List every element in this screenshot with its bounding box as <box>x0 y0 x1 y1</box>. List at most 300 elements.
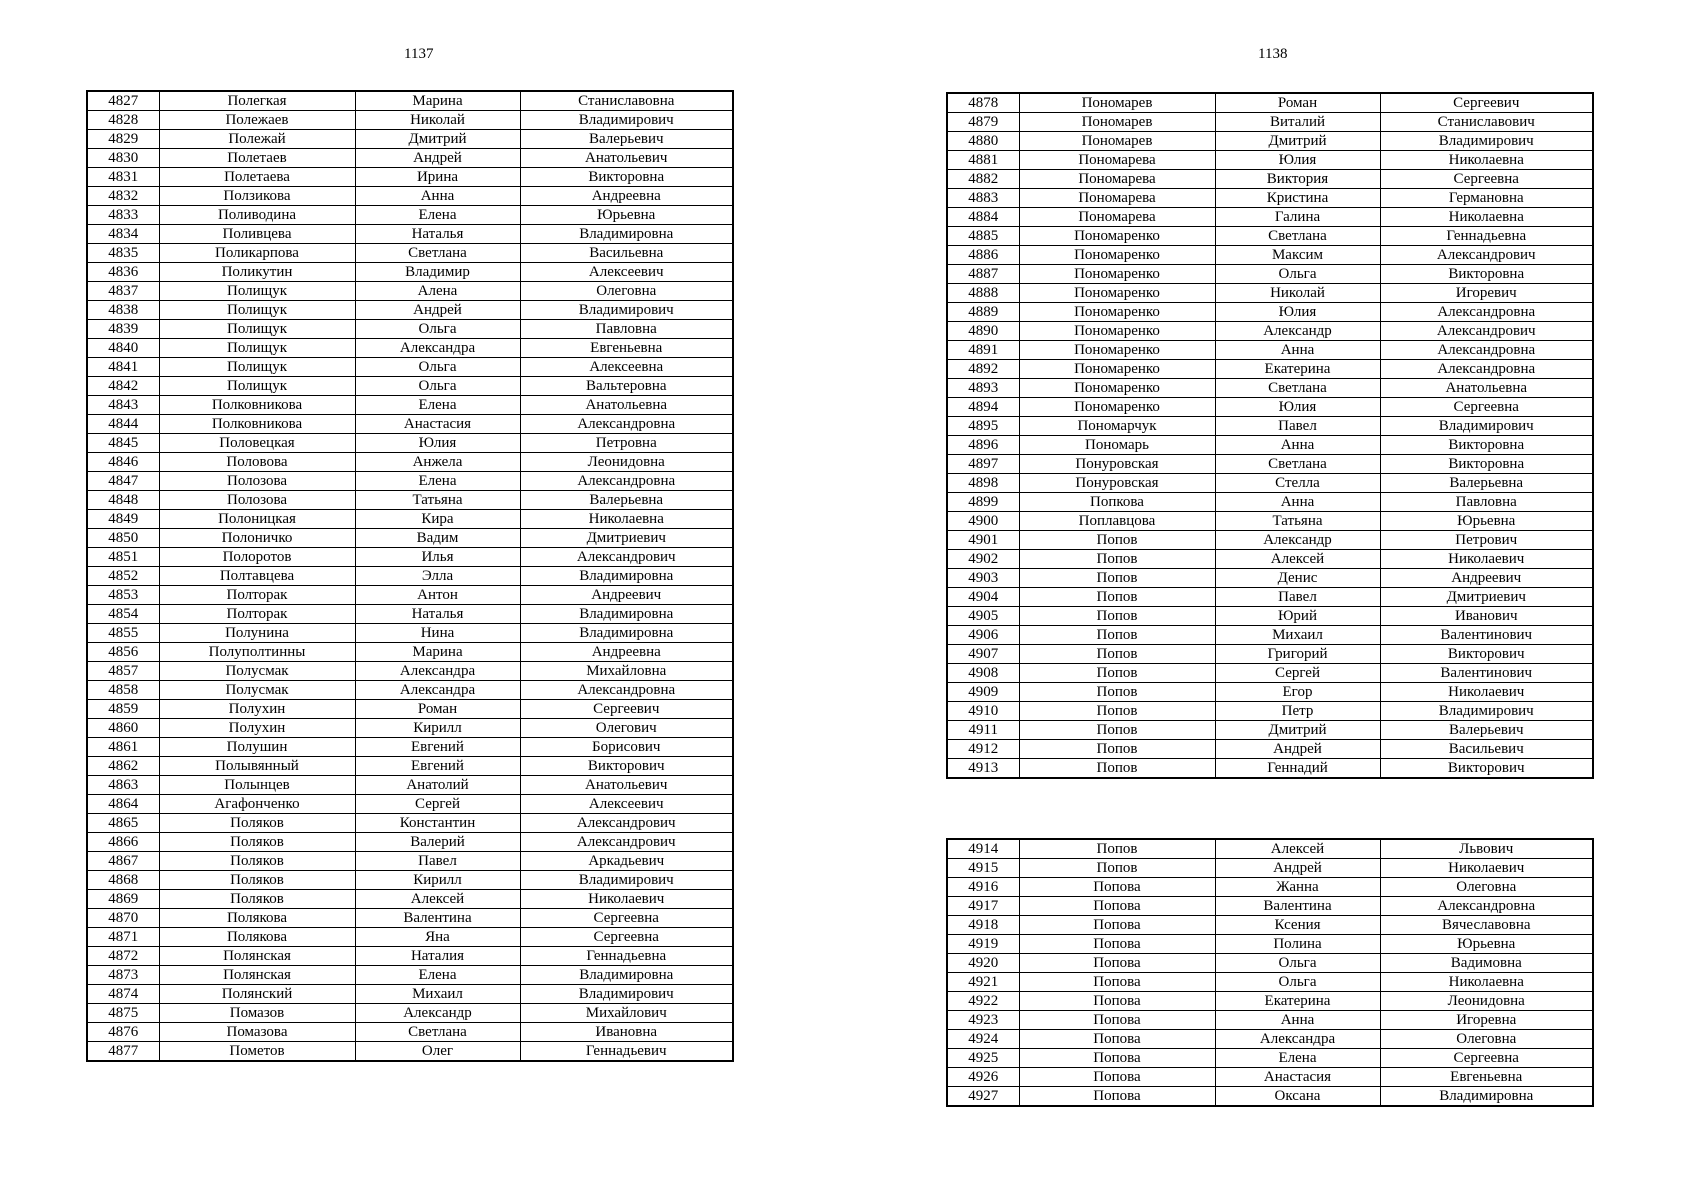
table-row <box>947 954 1593 973</box>
table-row <box>947 935 1593 954</box>
surname-cell: Попова <box>1019 1068 1215 1087</box>
surname-cell: Полякова <box>159 909 355 928</box>
record-number-cell: 4900 <box>947 512 1019 531</box>
first-name-cell: Дмитрий <box>1215 721 1380 740</box>
surname-cell: Попова <box>1019 992 1215 1011</box>
patronymic-cell: Владимировна <box>1380 1087 1593 1107</box>
surname-cell: Агафонченко <box>159 795 355 814</box>
record-number-cell: 4857 <box>87 662 159 681</box>
surname-cell: Попова <box>1019 1049 1215 1068</box>
surname-cell: Половова <box>159 453 355 472</box>
page-number-right: 1138 <box>1258 46 1288 62</box>
surname-cell: Пометов <box>159 1042 355 1062</box>
record-number-cell: 4875 <box>87 1004 159 1023</box>
first-name-cell: Александр <box>1215 322 1380 341</box>
surname-cell: Поликарпова <box>159 244 355 263</box>
first-name-cell: Николай <box>355 111 520 130</box>
patronymic-cell: Валентинович <box>1380 626 1593 645</box>
patronymic-cell: Викторовна <box>1380 455 1593 474</box>
table-row <box>947 379 1593 398</box>
table-row <box>947 992 1593 1011</box>
table-row <box>87 111 733 130</box>
surname-cell: Поплавцова <box>1019 512 1215 531</box>
table-row <box>87 567 733 586</box>
patronymic-cell: Геннадьевна <box>520 947 733 966</box>
first-name-cell: Валерий <box>355 833 520 852</box>
registry-table-left <box>86 90 734 1062</box>
record-number-cell: 4907 <box>947 645 1019 664</box>
record-number-cell: 4864 <box>87 795 159 814</box>
first-name-cell: Дмитрий <box>1215 132 1380 151</box>
patronymic-cell: Вячеславовна <box>1380 916 1593 935</box>
table-row <box>947 436 1593 455</box>
table-row <box>947 664 1593 683</box>
table-row <box>947 113 1593 132</box>
table-row <box>947 151 1593 170</box>
table-row <box>947 474 1593 493</box>
surname-cell: Пономарев <box>1019 93 1215 113</box>
surname-cell: Помазова <box>159 1023 355 1042</box>
surname-cell: Попова <box>1019 973 1215 992</box>
surname-cell: Попов <box>1019 839 1215 859</box>
patronymic-cell: Юрьевна <box>520 206 733 225</box>
record-number-cell: 4926 <box>947 1068 1019 1087</box>
patronymic-cell: Викторовна <box>1380 436 1593 455</box>
record-number-cell: 4850 <box>87 529 159 548</box>
patronymic-cell: Юрьевна <box>1380 512 1593 531</box>
record-number-cell: 4836 <box>87 263 159 282</box>
patronymic-cell: Анатольевна <box>1380 379 1593 398</box>
table-row <box>947 1087 1593 1107</box>
table-row <box>87 130 733 149</box>
record-number-cell: 4849 <box>87 510 159 529</box>
surname-cell: Полковникова <box>159 415 355 434</box>
surname-cell: Пономаренко <box>1019 379 1215 398</box>
first-name-cell: Егор <box>1215 683 1380 702</box>
surname-cell: Полищук <box>159 282 355 301</box>
first-name-cell: Михаил <box>355 985 520 1004</box>
table-row <box>87 339 733 358</box>
record-number-cell: 4927 <box>947 1087 1019 1107</box>
record-number-cell: 4828 <box>87 111 159 130</box>
first-name-cell: Александра <box>1215 1030 1380 1049</box>
first-name-cell: Ольга <box>1215 954 1380 973</box>
first-name-cell: Максим <box>1215 246 1380 265</box>
surname-cell: Пономарев <box>1019 132 1215 151</box>
patronymic-cell: Германовна <box>1380 189 1593 208</box>
record-number-cell: 4910 <box>947 702 1019 721</box>
first-name-cell: Ирина <box>355 168 520 187</box>
patronymic-cell: Валерьевна <box>1380 474 1593 493</box>
surname-cell: Полковникова <box>159 396 355 415</box>
first-name-cell: Андрей <box>355 301 520 320</box>
record-number-cell: 4920 <box>947 954 1019 973</box>
first-name-cell: Оксана <box>1215 1087 1380 1107</box>
table-row <box>87 1023 733 1042</box>
first-name-cell: Григорий <box>1215 645 1380 664</box>
surname-cell: Попова <box>1019 916 1215 935</box>
record-number-cell: 4891 <box>947 341 1019 360</box>
patronymic-cell: Сергеевна <box>520 928 733 947</box>
table-row <box>947 859 1593 878</box>
patronymic-cell: Алексеевна <box>520 358 733 377</box>
table-row <box>87 301 733 320</box>
table-row <box>87 909 733 928</box>
first-name-cell: Денис <box>1215 569 1380 588</box>
first-name-cell: Геннадий <box>1215 759 1380 779</box>
table-row <box>947 170 1593 189</box>
record-number-cell: 4830 <box>87 149 159 168</box>
first-name-cell: Юлия <box>1215 303 1380 322</box>
first-name-cell: Анна <box>1215 1011 1380 1030</box>
patronymic-cell: Львович <box>1380 839 1593 859</box>
table-row <box>87 795 733 814</box>
table-row <box>947 265 1593 284</box>
record-number-cell: 4871 <box>87 928 159 947</box>
patronymic-cell: Борисович <box>520 738 733 757</box>
patronymic-cell: Дмитриевич <box>520 529 733 548</box>
record-number-cell: 4925 <box>947 1049 1019 1068</box>
record-number-cell: 4851 <box>87 548 159 567</box>
surname-cell: Половецкая <box>159 434 355 453</box>
table-row <box>87 149 733 168</box>
table-row <box>87 814 733 833</box>
patronymic-cell: Николаевич <box>520 890 733 909</box>
table-row <box>87 776 733 795</box>
record-number-cell: 4858 <box>87 681 159 700</box>
patronymic-cell: Александровна <box>1380 360 1593 379</box>
first-name-cell: Вадим <box>355 529 520 548</box>
patronymic-cell: Владимировна <box>520 966 733 985</box>
record-number-cell: 4890 <box>947 322 1019 341</box>
first-name-cell: Елена <box>1215 1049 1380 1068</box>
first-name-cell: Андрей <box>1215 859 1380 878</box>
first-name-cell: Андрей <box>1215 740 1380 759</box>
table-row <box>947 512 1593 531</box>
surname-cell: Попова <box>1019 954 1215 973</box>
surname-cell: Пономарева <box>1019 208 1215 227</box>
record-number-cell: 4901 <box>947 531 1019 550</box>
table-row <box>947 208 1593 227</box>
record-number-cell: 4829 <box>87 130 159 149</box>
surname-cell: Ползикова <box>159 187 355 206</box>
first-name-cell: Галина <box>1215 208 1380 227</box>
table-row <box>947 1011 1593 1030</box>
surname-cell: Полусмак <box>159 662 355 681</box>
registry-table-right-lower <box>946 838 1594 1107</box>
table-row <box>87 605 733 624</box>
table-row <box>87 396 733 415</box>
record-number-cell: 4883 <box>947 189 1019 208</box>
surname-cell: Попов <box>1019 645 1215 664</box>
record-number-cell: 4831 <box>87 168 159 187</box>
patronymic-cell: Геннадьевна <box>1380 227 1593 246</box>
table-row <box>87 168 733 187</box>
table-row <box>87 358 733 377</box>
first-name-cell: Анастасия <box>355 415 520 434</box>
record-number-cell: 4885 <box>947 227 1019 246</box>
surname-cell: Пономаренко <box>1019 303 1215 322</box>
surname-cell: Пономарева <box>1019 151 1215 170</box>
record-number-cell: 4905 <box>947 607 1019 626</box>
record-number-cell: 4906 <box>947 626 1019 645</box>
first-name-cell: Сергей <box>1215 664 1380 683</box>
patronymic-cell: Петровна <box>520 434 733 453</box>
table-row <box>947 721 1593 740</box>
surname-cell: Попова <box>1019 897 1215 916</box>
table-row <box>947 455 1593 474</box>
surname-cell: Пономарев <box>1019 113 1215 132</box>
surname-cell: Пономарева <box>1019 170 1215 189</box>
first-name-cell: Владимир <box>355 263 520 282</box>
patronymic-cell: Сергеевна <box>1380 1049 1593 1068</box>
surname-cell: Полозова <box>159 472 355 491</box>
record-number-cell: 4868 <box>87 871 159 890</box>
surname-cell: Поляков <box>159 852 355 871</box>
first-name-cell: Анна <box>1215 493 1380 512</box>
patronymic-cell: Николаевна <box>520 510 733 529</box>
table-row <box>87 871 733 890</box>
record-number-cell: 4854 <box>87 605 159 624</box>
surname-cell: Пономаренко <box>1019 265 1215 284</box>
first-name-cell: Светлана <box>1215 455 1380 474</box>
record-number-cell: 4852 <box>87 567 159 586</box>
patronymic-cell: Сергеевна <box>1380 398 1593 417</box>
patronymic-cell: Викторовна <box>520 168 733 187</box>
patronymic-cell: Павловна <box>1380 493 1593 512</box>
table-row <box>87 833 733 852</box>
patronymic-cell: Аркадьевич <box>520 852 733 871</box>
patronymic-cell: Олеговна <box>1380 1030 1593 1049</box>
table-row <box>87 510 733 529</box>
first-name-cell: Алена <box>355 282 520 301</box>
surname-cell: Полищук <box>159 339 355 358</box>
patronymic-cell: Анатольевич <box>520 776 733 795</box>
record-number-cell: 4833 <box>87 206 159 225</box>
patronymic-cell: Владимирович <box>1380 417 1593 436</box>
patronymic-cell: Евгеньевна <box>520 339 733 358</box>
patronymic-cell: Васильевна <box>520 244 733 263</box>
table-row <box>947 588 1593 607</box>
patronymic-cell: Анатольевна <box>520 396 733 415</box>
surname-cell: Полищук <box>159 358 355 377</box>
surname-cell: Попов <box>1019 607 1215 626</box>
record-number-cell: 4832 <box>87 187 159 206</box>
table-row <box>947 493 1593 512</box>
table-row <box>87 434 733 453</box>
record-number-cell: 4917 <box>947 897 1019 916</box>
patronymic-cell: Станиславовна <box>520 91 733 111</box>
record-number-cell: 4914 <box>947 839 1019 859</box>
surname-cell: Полозова <box>159 491 355 510</box>
record-number-cell: 4867 <box>87 852 159 871</box>
surname-cell: Пономарчук <box>1019 417 1215 436</box>
page-number-left: 1137 <box>404 46 434 62</box>
surname-cell: Полунина <box>159 624 355 643</box>
first-name-cell: Павел <box>355 852 520 871</box>
table-row <box>947 417 1593 436</box>
table-row <box>947 973 1593 992</box>
first-name-cell: Наталья <box>355 605 520 624</box>
surname-cell: Пономаренко <box>1019 341 1215 360</box>
first-name-cell: Ксения <box>1215 916 1380 935</box>
table-row <box>947 303 1593 322</box>
table-row <box>947 360 1593 379</box>
record-number-cell: 4888 <box>947 284 1019 303</box>
patronymic-cell: Владимировна <box>520 567 733 586</box>
surname-cell: Попов <box>1019 721 1215 740</box>
table-row <box>87 947 733 966</box>
patronymic-cell: Леонидовна <box>520 453 733 472</box>
table-row <box>87 928 733 947</box>
first-name-cell: Александра <box>355 681 520 700</box>
patronymic-cell: Игоревна <box>1380 1011 1593 1030</box>
first-name-cell: Наталья <box>355 225 520 244</box>
patronymic-cell: Владимирович <box>1380 132 1593 151</box>
table-row <box>947 227 1593 246</box>
surname-cell: Попов <box>1019 626 1215 645</box>
surname-cell: Попов <box>1019 740 1215 759</box>
record-number-cell: 4904 <box>947 588 1019 607</box>
record-number-cell: 4855 <box>87 624 159 643</box>
record-number-cell: 4846 <box>87 453 159 472</box>
patronymic-cell: Валентинович <box>1380 664 1593 683</box>
patronymic-cell: Сергеевна <box>1380 170 1593 189</box>
first-name-cell: Анна <box>1215 341 1380 360</box>
record-number-cell: 4881 <box>947 151 1019 170</box>
record-number-cell: 4877 <box>87 1042 159 1062</box>
first-name-cell: Виталий <box>1215 113 1380 132</box>
patronymic-cell: Александровна <box>1380 897 1593 916</box>
record-number-cell: 4923 <box>947 1011 1019 1030</box>
patronymic-cell: Николаевна <box>1380 208 1593 227</box>
patronymic-cell: Николаевна <box>1380 151 1593 170</box>
table-row <box>87 586 733 605</box>
patronymic-cell: Владимировна <box>520 605 733 624</box>
record-number-cell: 4843 <box>87 396 159 415</box>
first-name-cell: Яна <box>355 928 520 947</box>
record-number-cell: 4919 <box>947 935 1019 954</box>
record-number-cell: 4913 <box>947 759 1019 779</box>
surname-cell: Полухин <box>159 700 355 719</box>
surname-cell: Попов <box>1019 664 1215 683</box>
patronymic-cell: Владимирович <box>520 871 733 890</box>
table-row <box>87 472 733 491</box>
surname-cell: Поляков <box>159 890 355 909</box>
surname-cell: Полторак <box>159 586 355 605</box>
record-number-cell: 4918 <box>947 916 1019 935</box>
first-name-cell: Павел <box>1215 588 1380 607</box>
record-number-cell: 4841 <box>87 358 159 377</box>
first-name-cell: Марина <box>355 91 520 111</box>
table-row <box>947 398 1593 417</box>
record-number-cell: 4873 <box>87 966 159 985</box>
table-row <box>947 897 1593 916</box>
first-name-cell: Светлана <box>355 1023 520 1042</box>
record-number-cell: 4861 <box>87 738 159 757</box>
first-name-cell: Анна <box>355 187 520 206</box>
patronymic-cell: Николаевич <box>1380 550 1593 569</box>
patronymic-cell: Анатольевич <box>520 149 733 168</box>
first-name-cell: Константин <box>355 814 520 833</box>
first-name-cell: Андрей <box>355 149 520 168</box>
table-row <box>947 645 1593 664</box>
first-name-cell: Илья <box>355 548 520 567</box>
record-number-cell: 4879 <box>947 113 1019 132</box>
surname-cell: Полякова <box>159 928 355 947</box>
patronymic-cell: Владимировна <box>520 624 733 643</box>
table-row <box>947 93 1593 113</box>
record-number-cell: 4908 <box>947 664 1019 683</box>
record-number-cell: 4911 <box>947 721 1019 740</box>
record-number-cell: 4882 <box>947 170 1019 189</box>
surname-cell: Попова <box>1019 935 1215 954</box>
patronymic-cell: Ивановна <box>520 1023 733 1042</box>
surname-cell: Поляков <box>159 814 355 833</box>
surname-cell: Понуровская <box>1019 474 1215 493</box>
patronymic-cell: Александрович <box>1380 246 1593 265</box>
patronymic-cell: Иванович <box>1380 607 1593 626</box>
first-name-cell: Ольга <box>355 377 520 396</box>
patronymic-cell: Валерьевич <box>520 130 733 149</box>
patronymic-cell: Евгеньевна <box>1380 1068 1593 1087</box>
patronymic-cell: Александрович <box>520 833 733 852</box>
surname-cell: Полусмак <box>159 681 355 700</box>
surname-cell: Попов <box>1019 702 1215 721</box>
patronymic-cell: Алексеевич <box>520 795 733 814</box>
first-name-cell: Елена <box>355 472 520 491</box>
first-name-cell: Юлия <box>1215 151 1380 170</box>
first-name-cell: Александра <box>355 662 520 681</box>
record-number-cell: 4862 <box>87 757 159 776</box>
table-row <box>87 738 733 757</box>
record-number-cell: 4897 <box>947 455 1019 474</box>
record-number-cell: 4848 <box>87 491 159 510</box>
first-name-cell: Евгений <box>355 738 520 757</box>
surname-cell: Поликутин <box>159 263 355 282</box>
first-name-cell: Михаил <box>1215 626 1380 645</box>
patronymic-cell: Леонидовна <box>1380 992 1593 1011</box>
record-number-cell: 4924 <box>947 1030 1019 1049</box>
table-row <box>87 852 733 871</box>
first-name-cell: Алексей <box>355 890 520 909</box>
record-number-cell: 4886 <box>947 246 1019 265</box>
surname-cell: Пономаренко <box>1019 246 1215 265</box>
table-row <box>947 341 1593 360</box>
first-name-cell: Петр <box>1215 702 1380 721</box>
record-number-cell: 4844 <box>87 415 159 434</box>
record-number-cell: 4892 <box>947 360 1019 379</box>
table-row <box>947 878 1593 897</box>
table-row <box>87 757 733 776</box>
patronymic-cell: Алексеевич <box>520 263 733 282</box>
surname-cell: Полежаев <box>159 111 355 130</box>
table-row <box>87 91 733 111</box>
patronymic-cell: Геннадьевич <box>520 1042 733 1062</box>
record-number-cell: 4872 <box>87 947 159 966</box>
table-row <box>87 719 733 738</box>
first-name-cell: Наталия <box>355 947 520 966</box>
patronymic-cell: Николаевна <box>1380 973 1593 992</box>
surname-cell: Попов <box>1019 759 1215 779</box>
record-number-cell: 4835 <box>87 244 159 263</box>
patronymic-cell: Вадимовна <box>1380 954 1593 973</box>
patronymic-cell: Валерьевна <box>520 491 733 510</box>
record-number-cell: 4863 <box>87 776 159 795</box>
patronymic-cell: Сергеевна <box>520 909 733 928</box>
surname-cell: Пономаренко <box>1019 322 1215 341</box>
table-row <box>87 453 733 472</box>
